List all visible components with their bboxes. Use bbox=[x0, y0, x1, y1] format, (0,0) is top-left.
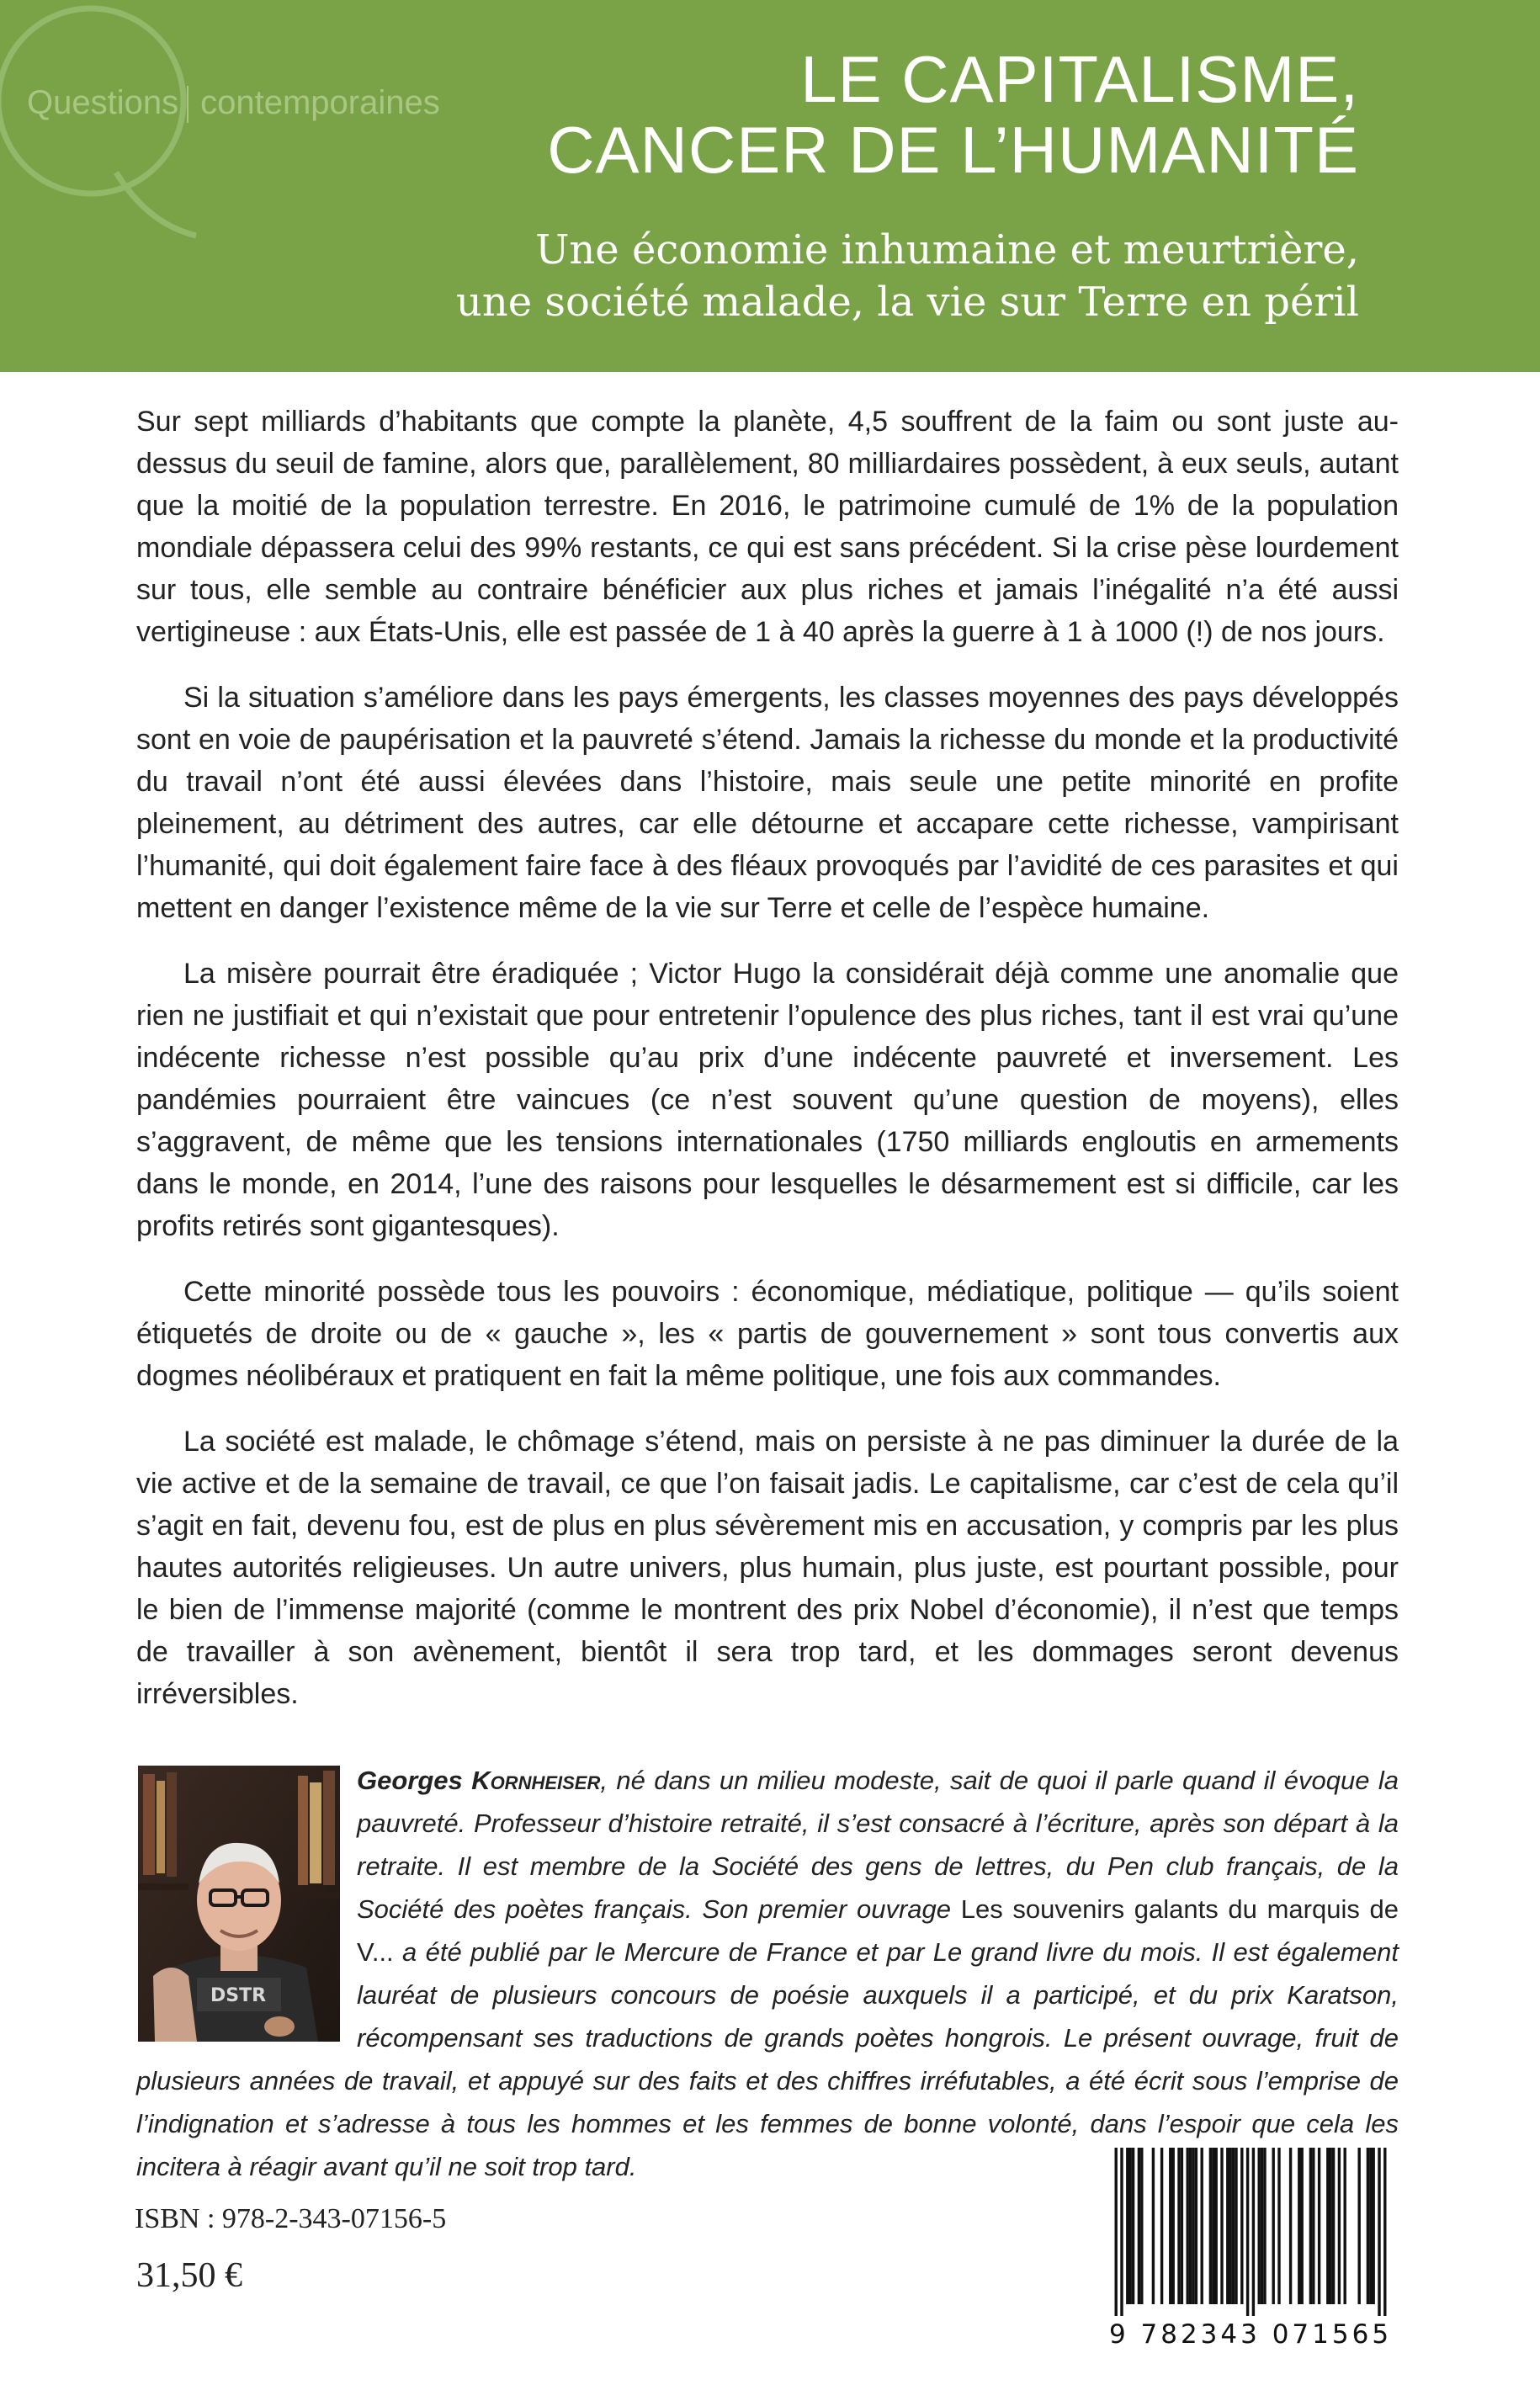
author-first-name: Georges bbox=[357, 1766, 463, 1795]
barcode bbox=[1096, 2148, 1405, 2350]
barcode-bar bbox=[1189, 2148, 1192, 2304]
author-first-book-title: Les souvenirs galants du marquis de V... bbox=[357, 1894, 1399, 1967]
barcode-bar bbox=[1378, 2148, 1380, 2316]
barcode-bar bbox=[1160, 2148, 1163, 2304]
author-bio bbox=[136, 1759, 1399, 2188]
collection-q-logo-icon bbox=[0, 0, 200, 252]
author-bio-text-b: a été publié par le Mercure de France et par Le grand livre du mois. Il est également lauréat de plusieurs concours de poésie auxquels il a participé, et du prix Karatson, récompensant ses traductions de grands poètes hongrois. Le présent ouvrage, fruit de plusieurs années de travail, et appuyé sur des faits et des chiffres irréfutables, a été écrit sous l’emprise de l’indignation et s’adresse à tous les hommes et les femmes de bonne volonté, dans l’espoir que cela les incitera à réagir avant qu’il ne soit trop tard. bbox=[136, 1937, 1399, 2181]
collection-name-part1: Questions bbox=[27, 84, 179, 121]
barcode-bar bbox=[1301, 2148, 1304, 2304]
barcode-bar bbox=[1261, 2148, 1263, 2304]
barcode-bar bbox=[1201, 2148, 1203, 2304]
book-title-line-2: CANCER DE L’HUMANITÉ bbox=[547, 113, 1359, 187]
svg-text:DSTR: DSTR bbox=[210, 1985, 267, 2006]
barcode-bar bbox=[1367, 2148, 1369, 2304]
barcode-bar bbox=[1277, 2148, 1280, 2304]
barcode-bar bbox=[1258, 2148, 1261, 2304]
barcode-bar bbox=[1177, 2148, 1180, 2304]
barcode-bar bbox=[1181, 2148, 1183, 2304]
barcode-bar bbox=[1138, 2148, 1140, 2304]
barcode-bar bbox=[1263, 2148, 1266, 2304]
collection-name bbox=[27, 84, 440, 123]
author-bio-text-a: , né dans un milieu modeste, sait de quoi il parle quand il évoque la pauvreté. Professeur d’histoire retraité, il s’est consacré à l’écriture, après son départ à la retraite. Il est membre de la Société des gens de lettres, du Pen club français, de la Société des poètes français. Son premier ouvrage bbox=[357, 1766, 1399, 1924]
barcode-bar bbox=[1187, 2148, 1189, 2304]
barcode-bar bbox=[1246, 2148, 1249, 2316]
blurb-paragraph-2: Si la situation s’améliore dans les pays émergents, les classes moyennes des pays développés sont en voie de paupérisation et la pauvreté s’étend. Jamais la richesse du monde et la productivité du travail n’ont été aussi élevées dans l’histoire, mais seule une petite minorité en profite pleinement, au détriment des autres, car elle détourne et accapare cette richesse, vampirisant l’humanité, qui doit également faire face à des fléaux provoqués par l’avidité de ces parasites et qui mettent en danger l’existence même de la vie sur Terre et celle de l’espèce humaine. bbox=[136, 682, 1399, 924]
barcode-bar bbox=[1120, 2148, 1123, 2316]
book-subtitle-line-2: une société malade, la vie sur Terre en péril bbox=[455, 279, 1359, 326]
collection-separator bbox=[187, 86, 189, 123]
author-last-name: Kornheiser bbox=[471, 1766, 601, 1795]
collection-name-part2: contemporaines bbox=[200, 84, 440, 121]
barcode-digits: 9 782343 071565 bbox=[1108, 2319, 1393, 2350]
blurb-paragraph-1: Sur sept milliards d’habitants que compte la planète, 4,5 souffrent de la faim ou sont juste au-dessus du seuil de famine, alors que, parallèlement, 80 milliardaires possèdent, à eux seuls, autant que la moitié de la population terrestre. En 2016, le patrimoine cumulé de 1% de la population mondiale dépassera celui des 99% restants, ce qui est sans précédent. Si la crise pèse lourdement sur tous, elle semble au contraire bénéficier aux plus riches et jamais l’inégalité n’a été aussi vertigineuse : aux États-Unis, elle est passée de 1 à 40 après la guerre à 1 à 1000 (!) de nos jours. bbox=[136, 406, 1399, 648]
barcode-bar bbox=[1115, 2148, 1118, 2316]
barcode-bar bbox=[1215, 2148, 1218, 2304]
blurb-paragraph-5: La société est malade, le chômage s’étend, mais on persiste à ne pas diminuer la durée de la vie active et de la semaine de travail, ce que l’on faisait jadis. Le capitalisme, car c’est de cela qu’il s’agit en fait, devenu fou, est de plus en plus sévèrement mis en accusation, y compris par les plus hautes autorités religieuses. Un autre univers, plus humain, plus juste, est pourtant possible, pour le bien de l’immense majorité (comme le montrent des prix Nobel d’économie), il n’est que temps de travailler à son avènement, bientôt il sera trop tard, et les dommages seront devenus irréversibles. bbox=[136, 1426, 1399, 1710]
author-photo-spacer bbox=[136, 1759, 357, 2053]
barcode-bar bbox=[1220, 2148, 1223, 2304]
barcode-bar bbox=[1129, 2148, 1132, 2304]
blurb-paragraph-3: La misère pourrait être éradiquée ; Victor Hugo la considérait déjà comme une anomalie que rien ne justifiait et qui n’existait que pour entretenir l’opulence des plus riches, tant il est vrai qu’une indécente richesse n’est possible qu’au prix d’une indécente pauvreté et inversement. Les pandémies pourraient être vaincues (ce n’est souvent qu’une question de moyens), elles s’aggravent, de même que les tensions internationales (1750 milliards engloutis en armements dans le monde, en 2014, l’une des raisons pour lesquelles le désarmement est si difficile, car les profits retirés sont gigantesques). bbox=[136, 958, 1399, 1242]
book-subtitle bbox=[456, 224, 1359, 328]
price-label: 31,50 € bbox=[136, 2256, 242, 2295]
barcode-bar bbox=[1383, 2148, 1386, 2316]
barcode-bar bbox=[1298, 2148, 1300, 2304]
barcode-bar bbox=[1330, 2148, 1332, 2304]
barcode-bar bbox=[1212, 2148, 1214, 2304]
barcode-bar bbox=[1338, 2148, 1341, 2304]
barcode-bar bbox=[1309, 2148, 1312, 2304]
barcode-bar bbox=[1344, 2148, 1346, 2304]
book-title-line-1: LE CAPITALISME, bbox=[800, 42, 1359, 116]
book-subtitle-line-1: Une économie inhumaine et meurtrière, bbox=[534, 226, 1359, 274]
isbn-label: ISBN : 978-2-343-07156-5 bbox=[135, 2203, 447, 2234]
barcode-bar bbox=[1209, 2148, 1212, 2304]
barcode-bar bbox=[1169, 2148, 1171, 2304]
barcode-bar bbox=[1332, 2148, 1335, 2304]
barcode-bar bbox=[1373, 2148, 1375, 2304]
barcode-bar bbox=[1192, 2148, 1194, 2304]
barcode-bar bbox=[1369, 2148, 1372, 2304]
barcode-bar bbox=[1232, 2148, 1235, 2304]
barcode-bar bbox=[1272, 2148, 1275, 2304]
barcode-bar bbox=[1358, 2148, 1361, 2304]
barcode-bar bbox=[1140, 2148, 1143, 2304]
barcode-bar bbox=[1229, 2148, 1232, 2304]
barcode-bar bbox=[1235, 2148, 1237, 2304]
blurb-paragraph-4: Cette minorité possède tous les pouvoirs : économique, médiatique, politique — qu’ils soient étiquetés de droite ou de « gauche », les « partis de gouvernement » sont tous convertis aux dogmes néolibéraux et pratiquent en fait la même politique, une fois aux commandes. bbox=[136, 1276, 1399, 1392]
barcode-bar bbox=[1195, 2148, 1197, 2304]
barcode-bar bbox=[1326, 2148, 1329, 2304]
barcode-bar bbox=[1152, 2148, 1155, 2304]
barcode-bar bbox=[1289, 2148, 1292, 2304]
barcode-bar bbox=[1172, 2148, 1175, 2304]
barcode-bar bbox=[1318, 2148, 1320, 2304]
barcode-bar bbox=[1126, 2148, 1128, 2304]
barcode-bar bbox=[1226, 2148, 1229, 2304]
blurb-text bbox=[136, 401, 1399, 1739]
barcode-bar bbox=[1312, 2148, 1314, 2304]
cover-header-band bbox=[0, 0, 1540, 372]
barcode-bars-icon bbox=[1096, 2148, 1405, 2316]
barcode-bar bbox=[1252, 2148, 1255, 2316]
barcode-bar bbox=[1240, 2148, 1243, 2304]
book-title bbox=[547, 44, 1359, 185]
barcode-bar bbox=[1132, 2148, 1134, 2304]
